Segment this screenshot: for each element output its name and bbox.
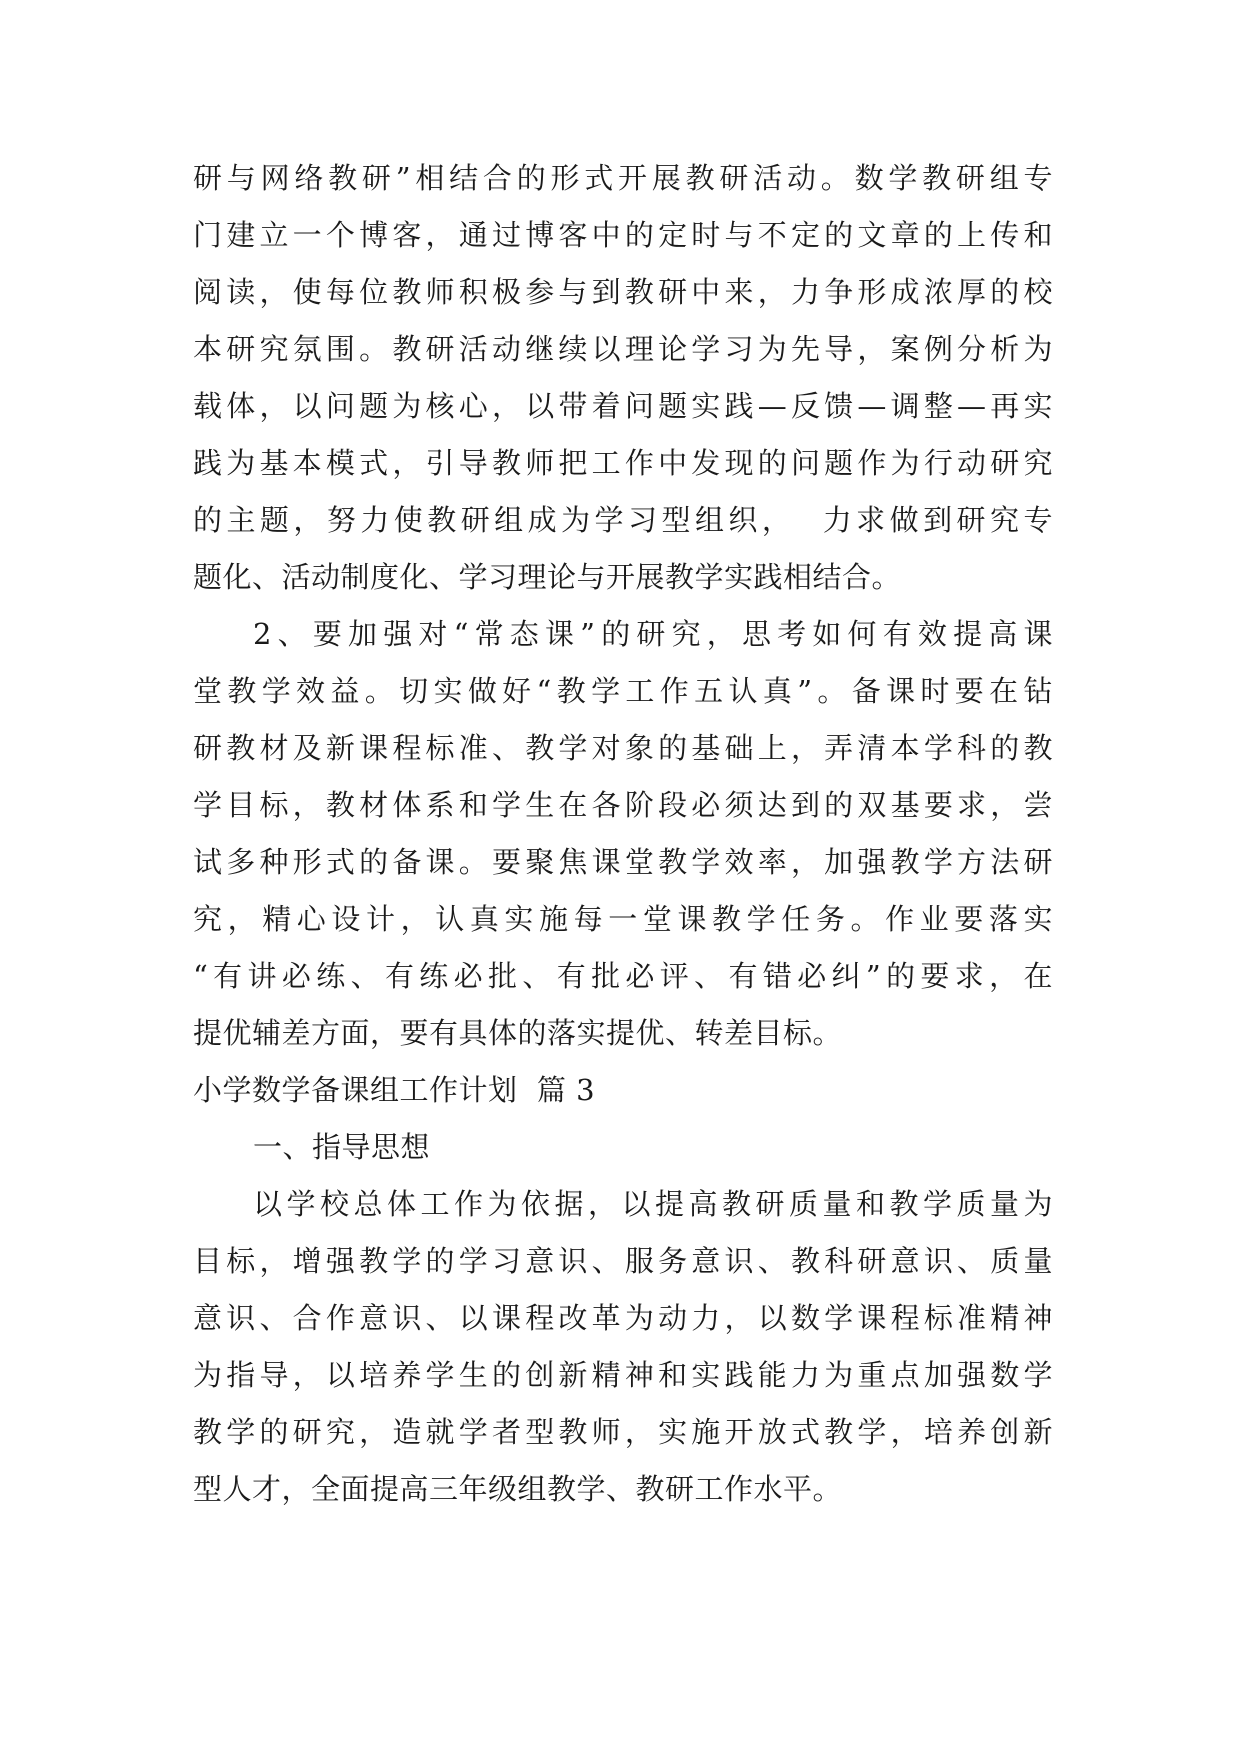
text-line: 题化、活动制度化、学习理论与开展教学实践相结合。 bbox=[193, 560, 902, 594]
text-line: 学目标，教材体系和学生在各阶段必须达到的双基要求，尝 bbox=[193, 788, 1053, 822]
text-line: 的主题，努力使教研组成为学习型组织， 力求做到研究专 bbox=[193, 503, 1053, 537]
text-line: 究，精心设计，认真实施每一堂课教学任务。作业要落实 bbox=[193, 902, 1053, 936]
paragraph-guiding-ideology bbox=[193, 1176, 1053, 1518]
text-line: 目标，增强教学的学习意识、服务意识、教科研意识、质量 bbox=[193, 1244, 1053, 1278]
text-line: 以学校总体工作为依据，以提高教研质量和教学质量为 bbox=[253, 1187, 1053, 1221]
text-line: 教学的研究，造就学者型教师，实施开放式教学，培养创新 bbox=[193, 1415, 1053, 1449]
text-line: 为指导，以培养学生的创新精神和实践能力为重点加强数学 bbox=[193, 1358, 1053, 1392]
text-line: 提优辅差方面，要有具体的落实提优、转差目标。 bbox=[193, 1016, 843, 1050]
document-title: 小学数学备课组工作计划 篇 3 bbox=[193, 1073, 596, 1107]
text-line: 意识、合作意识、以课程改革为动力，以数学课程标准精神 bbox=[193, 1301, 1053, 1335]
text-line: 阅读，使每位教师积极参与到教研中来，力争形成浓厚的校 bbox=[193, 275, 1053, 309]
text-line: 研与网络教研”相结合的形式开展教研活动。数学教研组专 bbox=[193, 161, 1053, 195]
text-line: 2、要加强对“常态课”的研究，思考如何有效提高课 bbox=[253, 617, 1053, 651]
text-line: 试多种形式的备课。要聚焦课堂教学效率，加强教学方法研 bbox=[193, 845, 1053, 879]
text-line: 践为基本模式，引导教师把工作中发现的问题作为行动研究 bbox=[193, 446, 1053, 480]
text-line: 载体，以问题为核心，以带着问题实践—反馈—调整—再实 bbox=[193, 389, 1053, 423]
text-line: 研教材及新课程标准、教学对象的基础上，弄清本学科的教 bbox=[193, 731, 1053, 765]
text-line: “有讲必练、有练必批、有批必评、有错必纠”的要求，在 bbox=[193, 959, 1053, 993]
text-line: 门建立一个博客，通过博客中的定时与不定的文章的上传和 bbox=[193, 218, 1053, 252]
paragraph-regular-class bbox=[193, 606, 1053, 1062]
paragraph-teaching-research bbox=[193, 150, 1053, 606]
document-body bbox=[193, 150, 1053, 1518]
section-subheading: 一、指导思想 bbox=[253, 1130, 431, 1164]
text-line: 堂教学效益。切实做好“教学工作五认真”。备课时要在钻 bbox=[193, 674, 1053, 708]
text-line: 型人才，全面提高三年级组教学、教研工作水平。 bbox=[193, 1472, 843, 1506]
text-line: 本研究氛围。教研活动继续以理论学习为先导，案例分析为 bbox=[193, 332, 1053, 366]
